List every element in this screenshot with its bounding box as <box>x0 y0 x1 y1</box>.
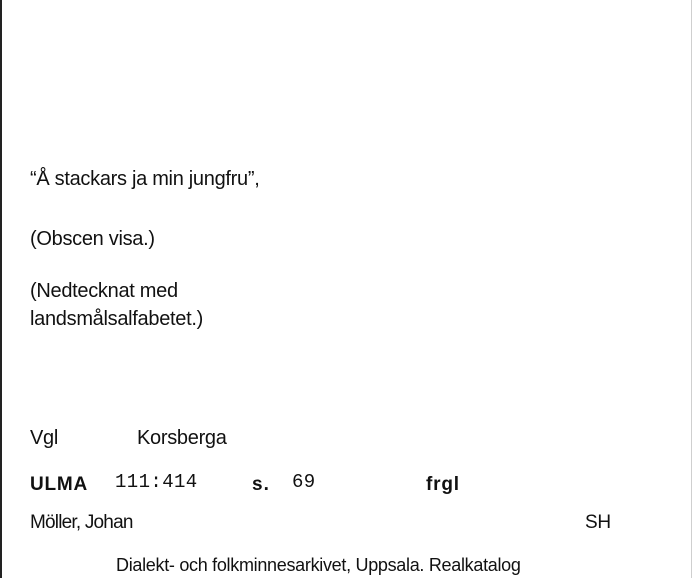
archive-code: ULMA <box>30 474 89 495</box>
genre-note: (Obscen visa.) <box>30 228 155 250</box>
song-title: “Å stackars ja min jungfru”, <box>30 168 260 190</box>
place-name: Korsberga <box>137 427 227 449</box>
page-label: s. <box>252 474 270 495</box>
card-right-border <box>691 0 692 578</box>
recording-note-line-2: landsmålsalfabetet.) <box>30 308 203 330</box>
page-number: 69 <box>292 471 316 493</box>
recording-note-line-1: (Nedtecknat med <box>30 280 178 302</box>
category-code: frgl <box>426 474 460 495</box>
cataloger-initials: SH <box>585 512 611 533</box>
region-code: Vgl <box>30 427 59 449</box>
archive-number: 111:414 <box>115 471 198 493</box>
collector-name: Möller, Johan <box>30 512 133 533</box>
card-left-border <box>0 0 2 578</box>
card-footer: Dialekt- och folkminnesarkivet, Uppsala. Realkatalog <box>116 555 521 575</box>
